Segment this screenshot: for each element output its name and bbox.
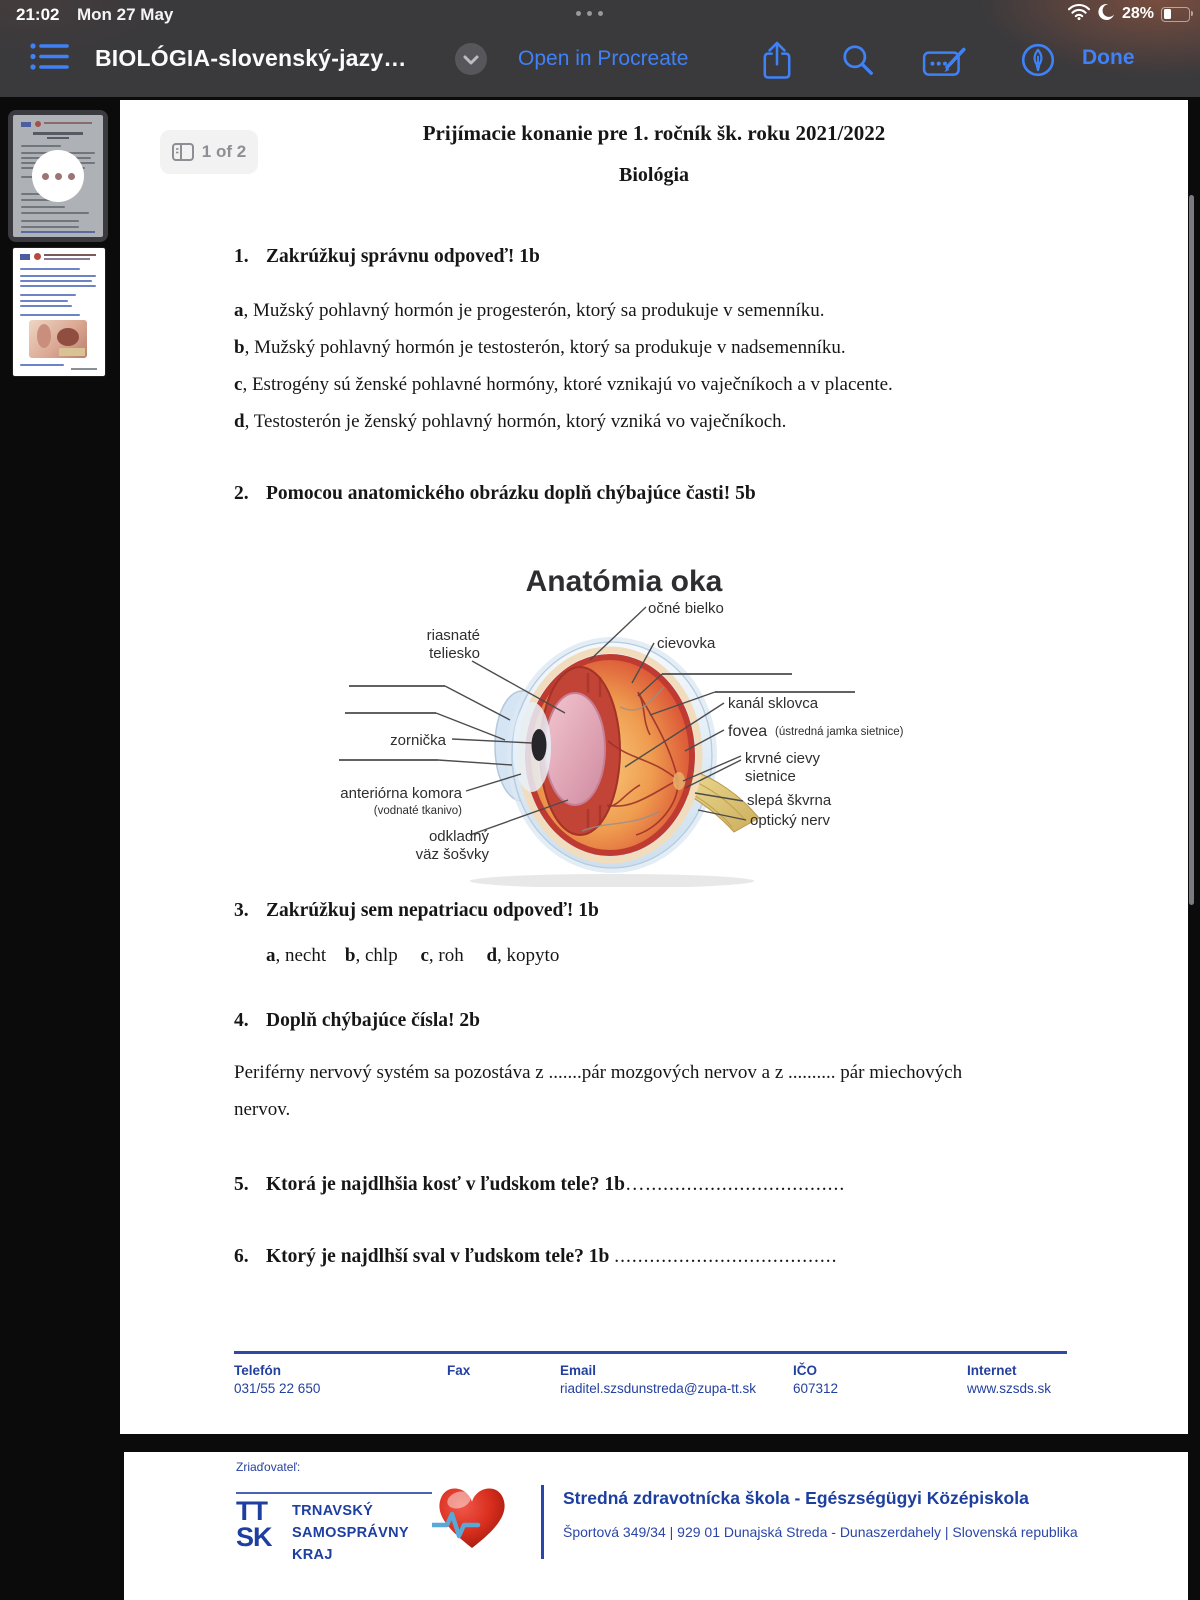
footer-internet: Internet www.szsds.sk <box>967 1363 1052 1396</box>
question-option: a, Mužský pohlavný hormón je progesterón, ktorý sa produkuje v semenníku. <box>234 300 825 321</box>
ttsk-logo: TT SK <box>236 1496 272 1552</box>
diagram-label: slepá škvrna <box>747 792 832 809</box>
diagram-label: väz šošvky <box>415 846 489 863</box>
document-page-1[interactable] <box>120 100 1188 1434</box>
question-5: 5. Ktorá je najdlhšia kosť v ľudskom tele? 1b….................................. <box>234 1174 846 1195</box>
footer-telefon: Telefón 031/55 22 650 <box>234 1363 321 1396</box>
question-4-text2: nervov. <box>234 1099 291 1120</box>
focus-moon-icon <box>1097 3 1115 26</box>
diagram-label: (ústredná jamka sietnice) <box>775 726 904 738</box>
question-1: 1. Zakrúžkuj správnu odpoveď! 1b <box>234 246 540 267</box>
question-4-text: Periférny nervový systém sa pozostáva z .......pár mozgových nervov a z .......... pár miechových <box>234 1062 963 1083</box>
question-3: 3. Zakrúžkuj sem nepatriacu odpoveď! 1b <box>234 900 599 921</box>
establisher-label: Zriaďovateľ: <box>236 1460 301 1474</box>
pencil-tools-icon[interactable] <box>1019 41 1057 84</box>
page-thumbnail-1-selected[interactable] <box>8 110 108 242</box>
question-6: 6. Ktorý je najdlhší sval v ľudskom tele? 1b ...................................... <box>234 1246 838 1267</box>
battery-icon <box>1161 7 1190 22</box>
chevron-down-icon <box>455 43 487 75</box>
diagram-label: zornička <box>390 732 446 749</box>
diagram-label: cievovka <box>657 635 716 652</box>
question-option: d, Testosterón je ženský pohlavný hormón, ktorý vzniká vo vaječníkoch. <box>234 411 787 432</box>
question-3-options: a, necht b, chlp c, roh d, kopyto <box>266 945 560 966</box>
top-bars <box>0 0 1200 97</box>
search-icon[interactable] <box>840 42 876 83</box>
question-option: c, Estrogény sú ženské pohlavné hormóny, ktoré vznikajú vo vaječníkoch a v placente. <box>234 374 893 395</box>
establisher-underline <box>236 1492 432 1494</box>
question-option: b, Mužský pohlavný hormón je testosterón, ktorý sa produkuje v nadsemenníku. <box>234 337 846 358</box>
footer-divider <box>234 1351 1067 1354</box>
school-name: Stredná zdravotnícka škola - Egészségügyi Középiskola <box>563 1488 1029 1508</box>
ellipsis-indicator-icon <box>576 11 603 16</box>
document-page-2[interactable] <box>124 1452 1188 1600</box>
diagram-label: sietnice <box>745 768 796 785</box>
page-thumbnail-2[interactable] <box>13 248 105 376</box>
title-menu-button[interactable] <box>455 43 487 75</box>
footer-ico: IČO 607312 <box>793 1363 839 1396</box>
region-name: TRNAVSKÝ SAMOSPRÁVNY KRAJ <box>292 1503 409 1563</box>
battery-percent: 28% <box>1121 5 1154 22</box>
diagram-label: krvné cievy <box>745 750 821 767</box>
question-2: 2. Pomocou anatomického obrázku doplň chýbajúce časti! 5b <box>234 483 756 504</box>
school-address: Športová 349/34 | 929 01 Dunajská Streda - Dunaszerdahely | Slovenská republika <box>563 1524 1078 1540</box>
eye-anatomy-diagram <box>320 555 960 887</box>
diagram-label: očné bielko <box>648 600 724 617</box>
diagram-label: odkladný <box>428 828 489 845</box>
thumbnail-loading-indicator <box>32 150 84 202</box>
done-button[interactable]: Done <box>1082 46 1135 69</box>
diagram-label: anteriórna komora <box>340 785 462 802</box>
share-icon[interactable] <box>760 38 794 87</box>
page-indicator: 1 of 2 <box>160 130 258 174</box>
wifi-icon <box>1068 4 1090 25</box>
document-toolbar <box>0 28 1200 97</box>
clock: 21:02 <box>16 5 60 24</box>
logo-divider <box>541 1485 544 1559</box>
exam-subject: Biológia <box>618 164 689 186</box>
diagram-label: riasnaté <box>426 627 480 644</box>
status-date: Mon 27 May <box>77 5 174 24</box>
footer-fax: Fax <box>447 1363 471 1378</box>
footer-email: Email riaditel.szsdunstreda@zupa-tt.sk <box>560 1363 757 1396</box>
school-heart-logo <box>432 1478 512 1560</box>
scrollbar[interactable] <box>1189 195 1194 905</box>
status-bar <box>0 0 1200 28</box>
open-in-procreate-button[interactable]: Open in Procreate <box>518 47 689 70</box>
thumbnail-ear-image <box>29 320 87 358</box>
markup-icon[interactable] <box>922 42 968 85</box>
document-title: BIOLÓGIA-slovenský-jazy… <box>95 45 407 71</box>
diagram-label: fovea <box>728 723 768 740</box>
diagram-label: teliesko <box>429 645 480 662</box>
question-4: 4. Doplň chýbajúce čísla! 2b <box>234 1010 480 1031</box>
page-thumbnail-1-preview <box>13 115 103 237</box>
pdf-viewer <box>0 97 1200 1600</box>
diagram-label: optický nerv <box>750 812 831 829</box>
exam-title: Prijímacie konanie pre 1. ročník šk. roku 2021/2022 <box>422 121 886 145</box>
diagram-label: (vodnaté tkanivo) <box>373 805 462 817</box>
diagram-title: Anatómia oka <box>525 565 723 598</box>
diagram-label: kanál sklovca <box>728 695 819 712</box>
thumbnails-menu-icon[interactable] <box>30 40 70 79</box>
